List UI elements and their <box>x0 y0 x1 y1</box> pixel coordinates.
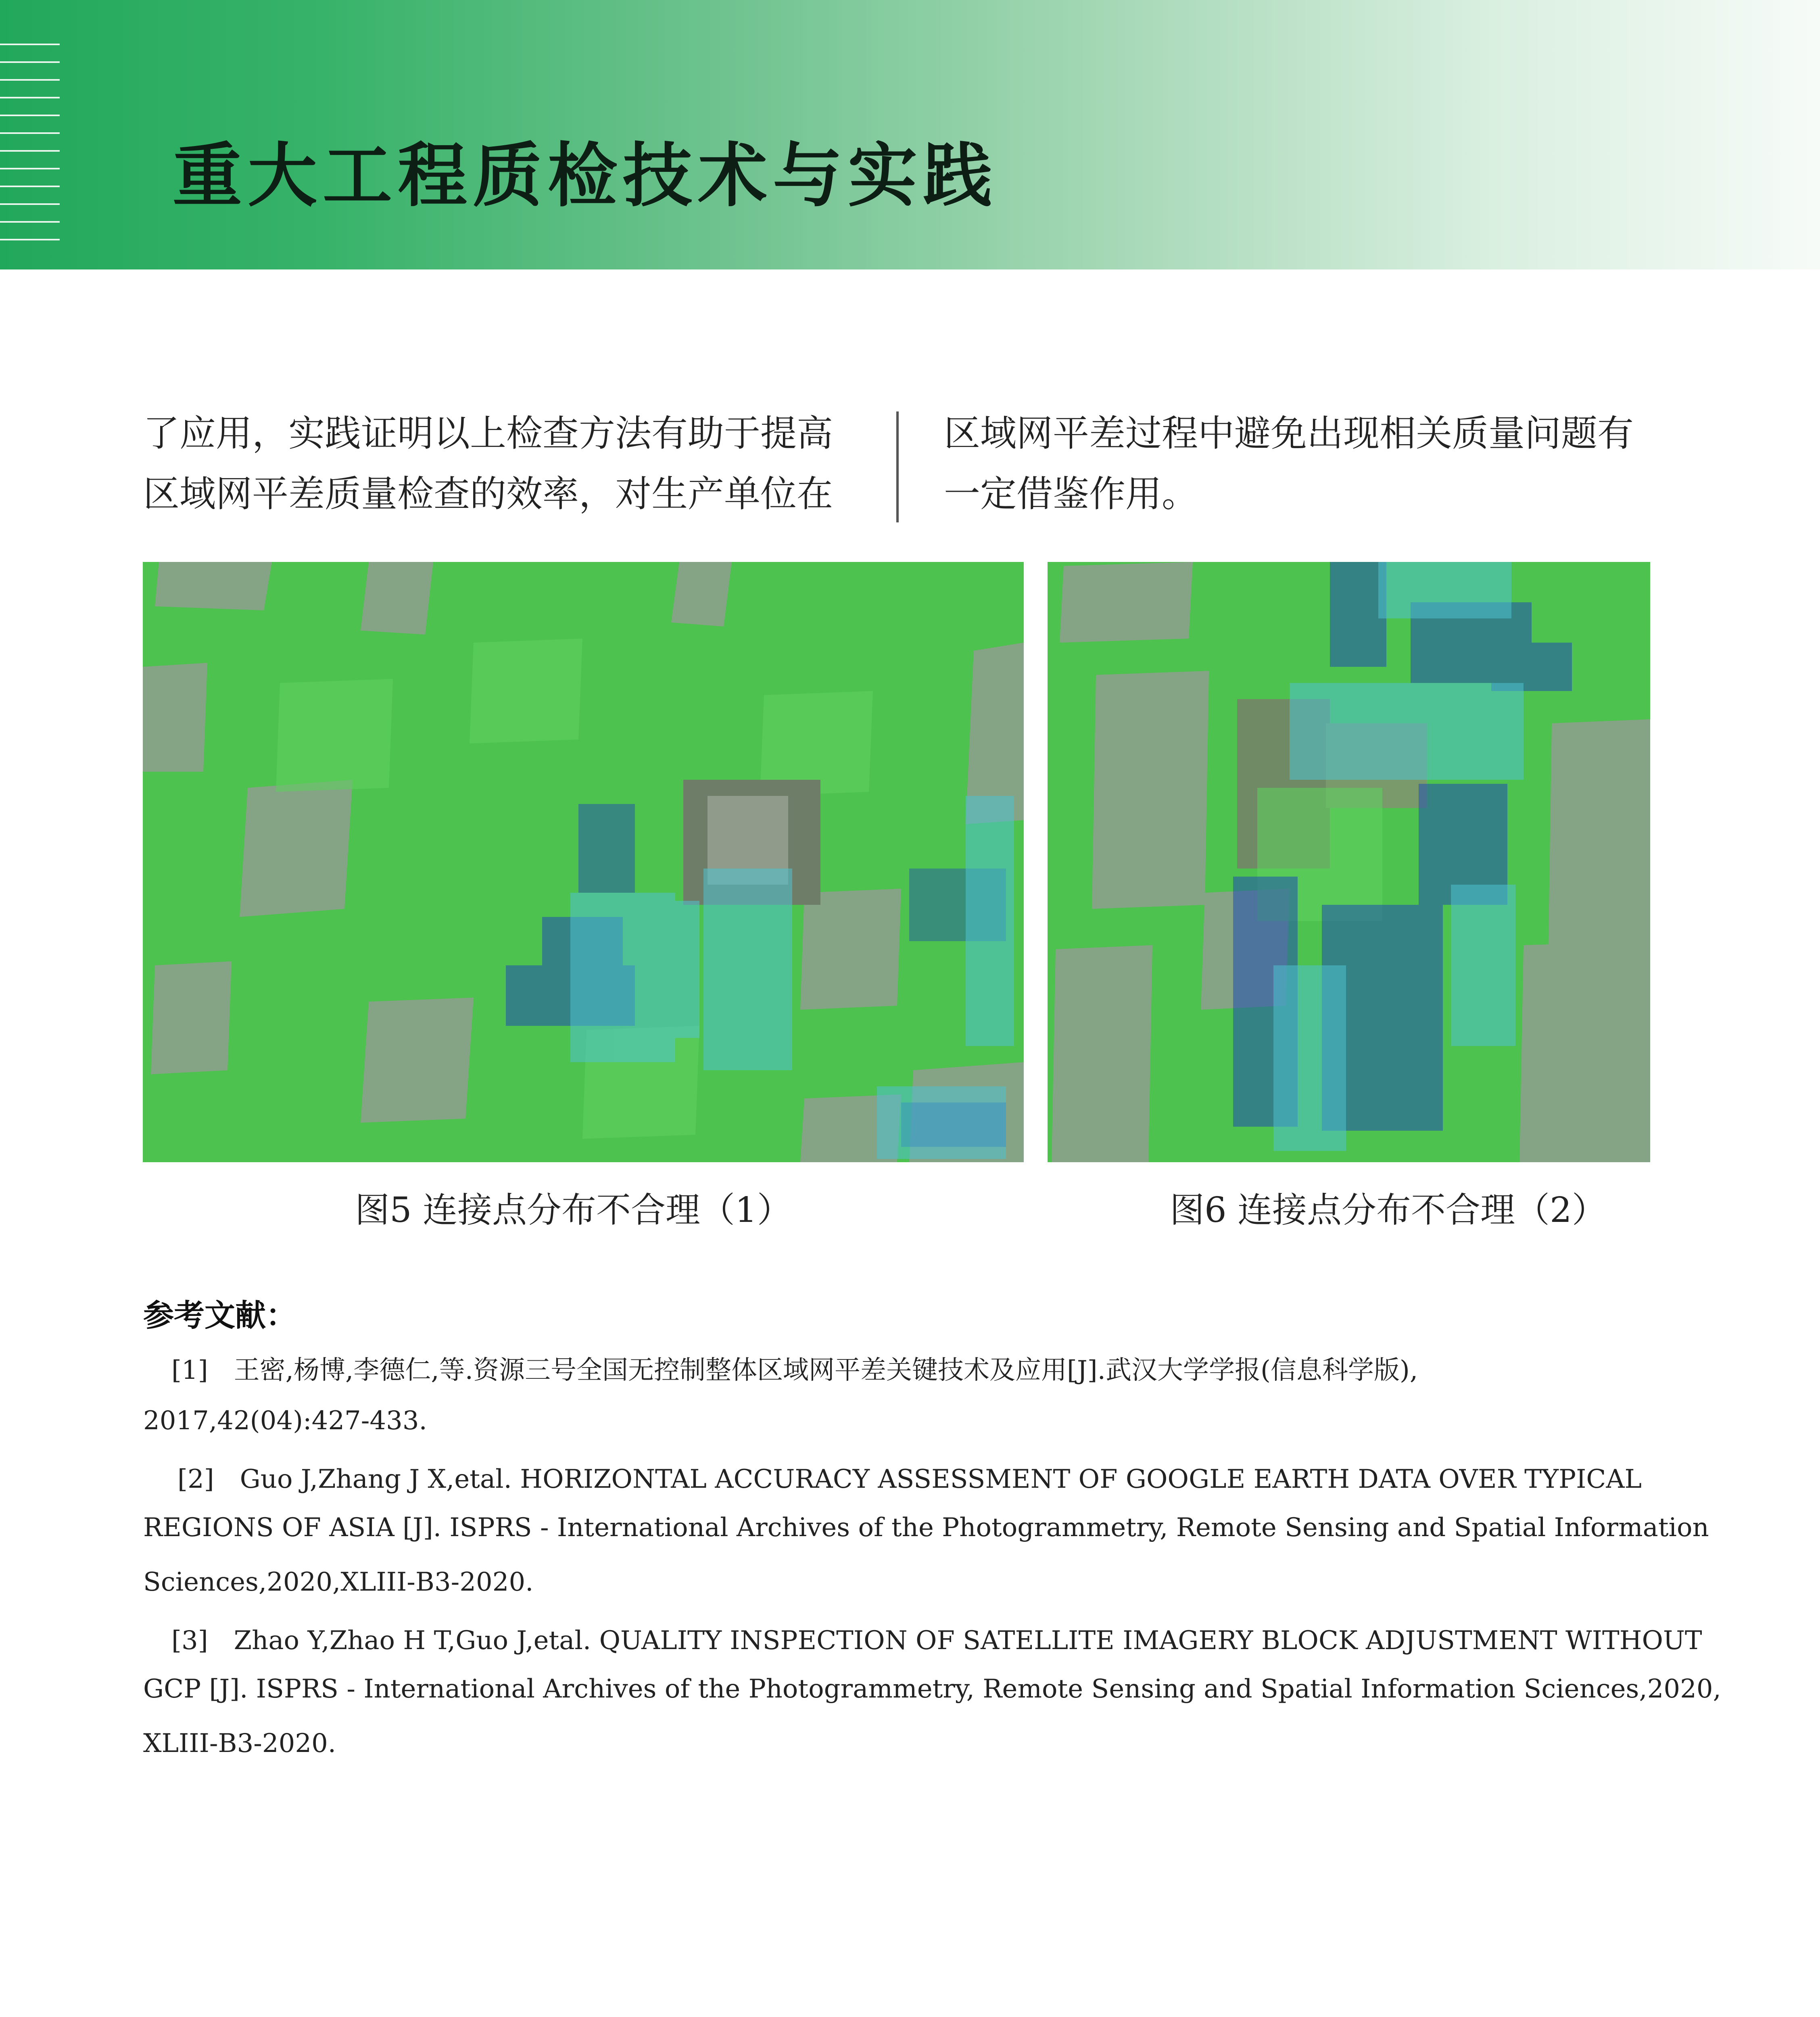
body-line: 了应用，实践证明以上检查方法有助于提高 <box>143 412 833 455</box>
body-line: 区域网平差过程中避免出现相关质量问题有 <box>944 412 1634 455</box>
reference-line: GCP [J]. ISPRS - International Archives of the Photogrammetry, Remote Sensing and Spatial Information Sciences,2020, <box>143 1674 1721 1704</box>
body-text-right <box>944 403 1634 524</box>
reference-line: [2] Guo J,Zhang J X,etal. HORIZONTAL ACCURACY ASSESSMENT OF GOOGLE EARTH DATA OVER TYPICAL <box>177 1464 1642 1494</box>
page-title: 重大工程质检技术与实践 <box>173 135 998 216</box>
column-divider <box>896 411 899 522</box>
figure-5-image <box>143 562 1024 1162</box>
figure-5-caption: 图5 连接点分布不合理（1） <box>355 1190 792 1230</box>
reference-line: XLIII-B3-2020. <box>143 1729 336 1758</box>
references-heading: 参考文献： <box>143 1297 296 1333</box>
reference-line: 2017,42(04):427-433. <box>143 1406 427 1436</box>
header-stripes <box>0 44 60 253</box>
body-line: 一定借鉴作用。 <box>944 473 1198 515</box>
reference-line: REGIONS OF ASIA [J]. ISPRS - International Archives of the Photogrammetry, Remote Sensing and Spatial Information <box>143 1513 1709 1543</box>
header-band <box>0 0 1820 269</box>
figure-6-caption: 图6 连接点分布不合理（2） <box>1170 1190 1607 1230</box>
reference-line: [3] Zhao Y,Zhao H T,Guo J,etal. QUALITY INSPECTION OF SATELLITE IMAGERY BLOCK ADJUSTMENT WITHOUT <box>171 1626 1702 1656</box>
body-line: 区域网平差质量检查的效率，对生产单位在 <box>143 473 833 515</box>
body-text-left <box>143 403 833 524</box>
figure-6-image <box>1048 562 1650 1162</box>
reference-line: Sciences,2020,XLIII-B3-2020. <box>143 1567 534 1597</box>
reference-line: [1] 王密,杨博,李德仁,等.资源三号全国无控制整体区域网平差关键技术及应用[J].武汉大学学报(信息科学版), <box>171 1355 1418 1385</box>
